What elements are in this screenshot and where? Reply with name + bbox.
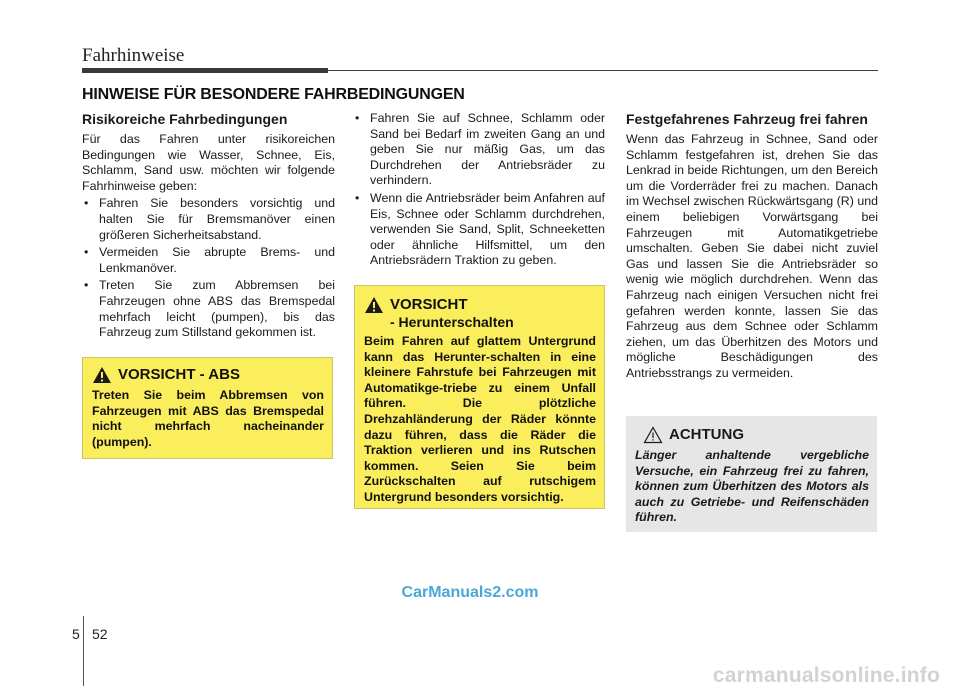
column-1: [82, 111, 335, 343]
list-item: • Treten Sie zum Abbremsen bei Fahrzeugen ohne ABS das Bremspedal mehrfach leicht (pumpen), bis das Fahrzeug zum Stillstand gekommen ist.: [84, 278, 335, 340]
list-item: • Fahren Sie auf Schnee, Schlamm oder Sand bei Bedarf im zweiten Gang an und geben Sie nur mäßig Gas, um das Durchdrehen der Antriebsräder zu verhindern.: [355, 111, 605, 188]
warning-title: VORSICHT: [364, 296, 596, 314]
col1-bullet-list: [82, 196, 335, 340]
caution-title: ACHTUNG: [643, 426, 869, 444]
warning-title: VORSICHT - ABS: [92, 366, 324, 384]
chapter-number: 5: [72, 626, 80, 642]
warning-triangle-icon: [364, 296, 384, 314]
col1-intro: Für das Fahren unter risikoreichen Bedingungen wie Wasser, Schnee, Eis, Schlamm, Sand usw. möchten wir folgende Fahrhinweise geben:: [82, 132, 335, 193]
warning-body: Treten Sie beim Abbremsen von Fahrzeugen mit ABS das Bremspedal nicht mehrfach nacheinander (pumpen).: [92, 388, 324, 449]
warning-triangle-icon: [92, 366, 112, 384]
footer-watermark: carmanualsonline.info: [712, 664, 940, 687]
column-2: [353, 111, 605, 271]
bullet-icon: •: [84, 196, 89, 211]
bullet-icon: •: [84, 278, 89, 293]
warning-subtitle: - Herunterschalten: [390, 314, 514, 330]
bullet-icon: •: [355, 111, 360, 125]
col3-heading: Festgefahrenes Fahrzeug frei fahren: [626, 111, 868, 127]
chapter-title: Fahrhinweise: [82, 45, 185, 66]
warning-box-abs: [82, 357, 333, 459]
col1-heading: Risikoreiche Fahrbedingungen: [82, 111, 288, 127]
watermark-link[interactable]: CarManuals2.com: [401, 584, 539, 601]
caution-box-achtung: [626, 416, 877, 532]
bullet-icon: •: [355, 190, 360, 205]
caution-body: Länger anhaltende vergebliche Versuche, ein Fahrzeug frei zu fahren, können zum Überhitzen des Motors als auch zu Getriebe- und Reifenschäden führen.: [635, 448, 869, 525]
section-heading: HINWEISE FÜR BESONDERE FAHRBEDINGUNGEN: [82, 86, 465, 103]
list-item: • Vermeiden Sie abrupte Brems- und Lenkmanöver.: [84, 245, 335, 275]
list-item: • Fahren Sie besonders vorsichtig und halten Sie für Bremsmanöver einen größeren Sicherheitsabstand.: [84, 196, 335, 242]
col2-bullet-list: [353, 111, 605, 269]
warning-body: Beim Fahren auf glattem Untergrund kann das Herunter-schalten in eine kleinere Fahrstufe bei Fahrzeugen mit Automatikge-triebe zu einem Unfall führen. Die plötzliche Drehzahländerung der Räder könnte dazu führen, dass die Räder die Traktion verlieren und ins Rutschen kommen. Seien Sie beim Zurückschalten auf rutschigem Untergrund besonders vorsichtig.: [364, 334, 596, 504]
col3-body: Wenn das Fahrzeug in Schnee, Sand oder Schlamm festgefahren ist, drehen Sie das Lenkrad in beide Richtungen, um den Bereich um die Vorderräder frei zu machen. Danach im Wechsel zwischen Rückwärtsgang (R) und einem beliebigen Vorwärtsgang bei Fahrzeugen mit Automatikgetriebe umschalten. Geben Sie dabei nicht zuviel Gas und lassen Sie die Antriebsräder so wenig wie möglich durchdrehen. Wenn das Fahrzeug nach einigen Versuchen nicht frei gefahren werden konnte, lassen Sie das Fahrzeug aus dem Schnee oder Schlamm ziehen, um das Überhitzen des Motors und mögliche Beschädigungen des Antriebsstrangs zu vermeiden.: [626, 132, 878, 380]
bullet-icon: •: [84, 245, 89, 260]
page-number: 52: [92, 626, 108, 642]
header-accent-bar: [82, 68, 328, 73]
caution-triangle-icon: [643, 426, 663, 444]
column-3: [626, 111, 878, 382]
list-item: • Wenn die Antriebsräder beim Anfahren auf Eis, Schnee oder Schlamm durchdrehen, verwenden Sie Sand, Split, Schneeketten oder ähnliche Hilfsmittel, um den Antriebsrädern Traktion zu geben.: [355, 190, 605, 268]
warning-box-downshift: [354, 285, 605, 509]
